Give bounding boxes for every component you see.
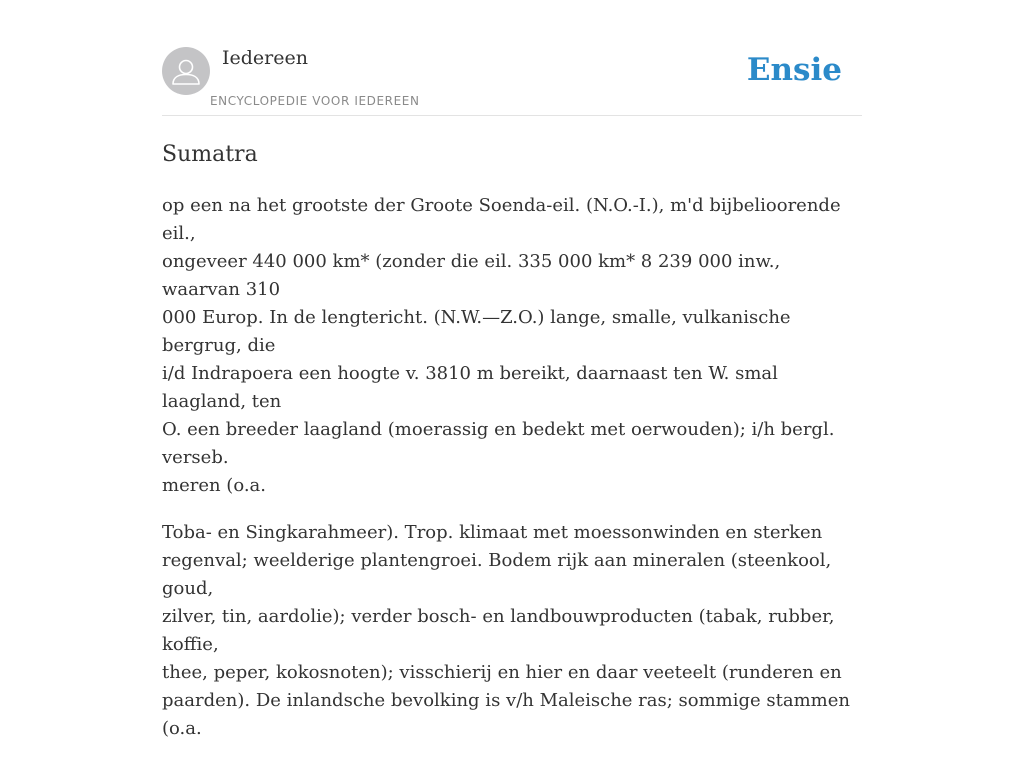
article-title: Sumatra [162, 142, 258, 167]
avatar[interactable] [162, 47, 210, 95]
header [162, 0, 862, 116]
paragraph: op een na het grootste der Groote Soenda-eil. (N.O.-I.), m'd bijbelioorende eil., ongeveer 440 000 km* (zonder die eil. 335 000 km* 8 239 000 inw., waarvan 310 000 Europ. In de lengtericht. (N.W.—Z.O.) lange, smalle, vulkanische bergrug, die i/d Indrapoera een hoogte v. 3810 m bereikt, daarnaast ten W. smal laagland, ten O. een breeder laagland (moerassig en bedekt met oerwouden); i/h bergl. verseb. meren (o.a. [162, 195, 841, 496]
article-body [162, 192, 862, 762]
brand-logo[interactable]: Ensie [746, 52, 842, 88]
site-subtitle: ENCYCLOPEDIE VOOR IEDEREEN [210, 94, 420, 108]
author-name[interactable]: Iedereen [222, 47, 308, 69]
user-icon [162, 47, 210, 95]
content-container [162, 0, 862, 739]
paragraph: Toba- en Singkarahmeer). Trop. klimaat met moessonwinden en sterken regenval; weelderige plantengroei. Bodem rijk aan mineralen (steenkool, goud, zilver, tin, aardolie); verder bosch- en landbouwproducten (tabak, rubber, koffie, thee, peper, kokosnoten); visschierij en hier en daar veeteelt (runderen en paarden). De inlandsche bevolking is v/h Maleische ras; sommige stammen (o.a. [162, 522, 850, 739]
